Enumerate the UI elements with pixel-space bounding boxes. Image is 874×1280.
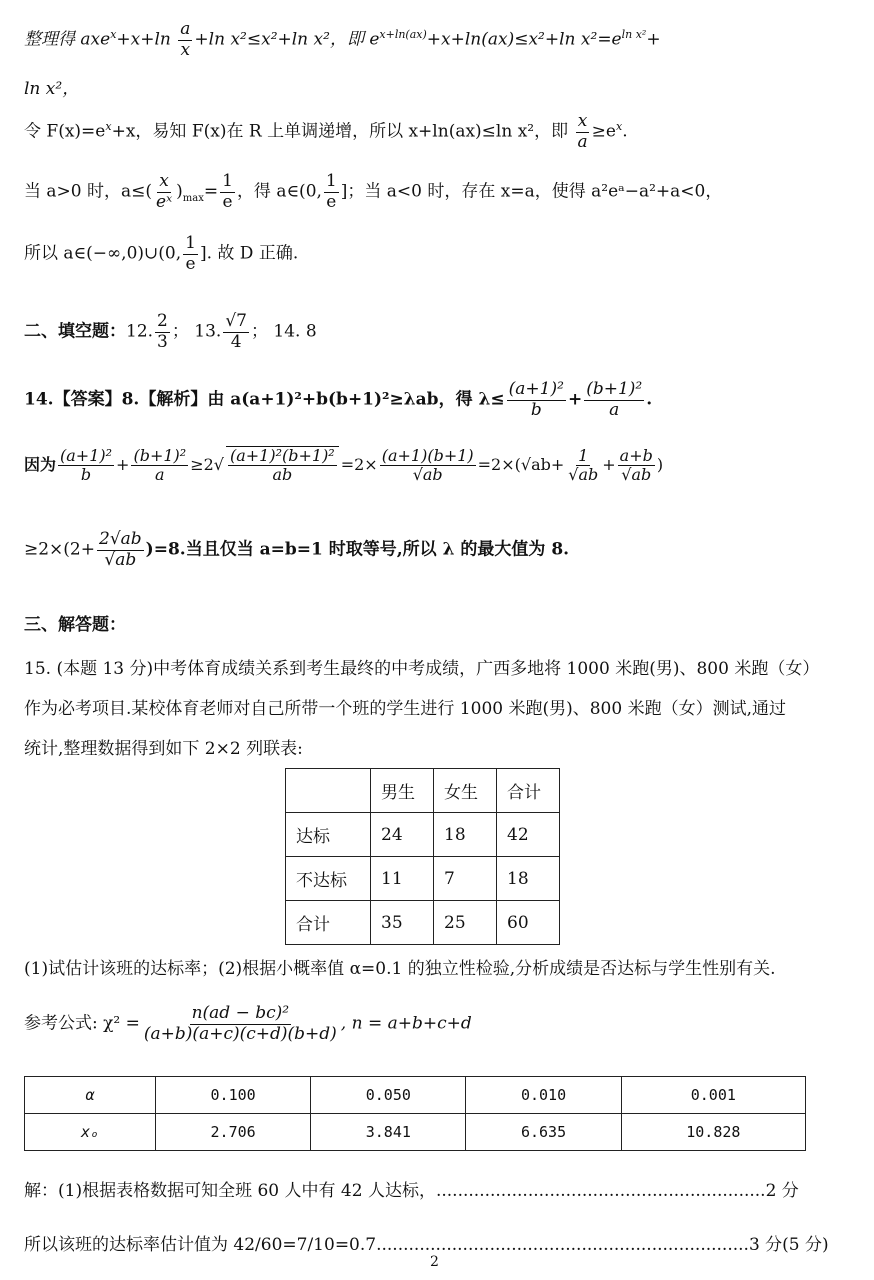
fraction: $\frac{\text{(a+1)²}}{b}$: [508, 379, 564, 420]
fraction: $\frac{1}{√ab}$: [568, 445, 599, 484]
solution-line-1: 解：(1)根据表格数据可知全班 60 人中有 42 人达标，.............................................................2 分: [24, 1181, 799, 1201]
fraction: $\frac{(a+1)(b+1)}{√ab}$: [381, 445, 474, 484]
fraction: $\frac{\text{(a+1)²(b+1)²}}{ab}$: [226, 446, 339, 485]
fraction: $\frac{a}{x}$: [180, 19, 191, 60]
fraction: $\frac{2}{3}$: [157, 311, 168, 352]
solution-line-2: 所以该班的达标率估计值为 42/60=7/10=0.7.....................................................................3 分(5 分): [24, 1235, 829, 1255]
derivation-line-5: 所以 a∈(−∞,0)∪(0, $\frac{1}{e}$ ]. 故 D 正确.: [24, 233, 299, 274]
q15-text-2: 作为必考项目.某校体育老师对自己所带一个班的学生进行 1000 米跑(男)、800 米跑（女）测试,通过: [24, 699, 786, 719]
page-number: 2: [430, 1254, 439, 1270]
q14-conclusion: ≥2×(2+ $\frac{2√ab}{√ab}$ )=8.当且仅当 a=b=1 时取等号,所以 λ 的最大值为 8.: [24, 529, 570, 570]
table-row: α 0.100 0.050 0.010 0.001: [25, 1077, 806, 1114]
q15-text-1: 15. (本题 13 分)中考体育成绩关系到考生最终的中考成绩，广西多地将 1000 米跑(男)、800 米跑（女）: [24, 659, 820, 679]
fraction: $\frac{2√ab}{√ab}$: [99, 529, 142, 570]
sup-x: x: [110, 27, 117, 41]
reference-formula: 参考公式: χ² = $\frac{\text{n(ad − bc)²}}{(a+b)(a+c)(c+d)(b+d)}$ , n = a+b+c+d: [24, 1003, 472, 1044]
section-heading: 三、解答题：: [24, 615, 126, 635]
derivation-line-1: 整理得 axe$^x$+x+ln $\frac{a}{x}$ +ln x²≤x²+ln x²，即 $e^{x+ln(ax)}+x+\ln(ax)\le x^2+\ln$ $x^2=e^{ln x^2}+$: [24, 19, 661, 60]
fraction: $\frac{\text{(b+1)²}}{a}$: [586, 379, 643, 420]
fraction: $\frac{\text{(b+1)²}}{a}$: [133, 445, 187, 484]
fill-in-answers: 二、填空题：12. $\frac{2}{3}$ ； 13. $\frac{√7}{4}$ ； 14. 8: [24, 311, 317, 352]
fraction: $\frac{x}{a}$: [577, 111, 588, 152]
critical-value-table: [24, 1076, 806, 1151]
fraction: $\frac{1}{e}$: [222, 171, 233, 212]
sup-x: x: [615, 119, 623, 133]
fraction: $\frac{1}{e}$: [325, 171, 337, 212]
fraction: $\frac{1}{e}$: [185, 233, 196, 274]
derivation-line-4: 当 a>0 时，a≤( $\frac{x}{\text{eˣ}}$ )$_{max}=$ $\frac{1}{e}$ ，得 a∈(0, $\frac{1}{e}$ ]；当 a<0 时，存在 x=a，使得 a²eᵃ−a²+a<0，: [24, 171, 723, 212]
derivation-line-2: ln x²，: [24, 79, 80, 99]
contingency-table: [285, 768, 560, 945]
fraction: $\frac{\text{(a+1)²}}{b}$: [60, 445, 113, 484]
table-row: 达标 24 18 42: [286, 813, 560, 857]
q15-text-3: 统计,整理数据得到如下 2×2 列联表:: [24, 739, 303, 759]
sup-x: x: [105, 119, 112, 133]
table-row: 不达标 11 7 18: [286, 857, 560, 901]
derivation-line-3: 令 $F(x)=e^x+x$，易知 F(x)在 R 上单调递增，所以 x+ln(ax)≤ln x²，即 $\frac{x}{a}$ $\ge e^x$.: [24, 111, 628, 152]
fraction: $\frac{a+b}{√ab}$: [619, 445, 653, 484]
fraction: $\frac{√7}{4}$: [225, 311, 247, 352]
fraction: $\frac{x}{\text{eˣ}}$: [156, 171, 173, 212]
q14-answer-line: 14.【答案】8.【解析】由 a(a+1)²+b(b+1)²≥λab，得 λ≤ $\frac{\text{(a+1)²}}{b}$ + $\frac{\text{(b+1)²}}{a}$ .: [24, 379, 653, 420]
table-row: 合计 35 25 60: [286, 901, 560, 945]
q14-inequality-chain: 因为 $\frac{\text{(a+1)²}}{b}$ + $\frac{\text{(b+1)²}}{a}$ ≥2√ $\frac{\text{(a+1)²(b+1)²}}{ab}$ =2× $\frac{(a+1)(b+1)}{√ab}$ =2×(√ab+ $\frac{1}{√ab}$ + $\frac{a+b}{√ab}$ ): [24, 445, 664, 485]
table-row: xₒ 2.706 3.841 6.635 10.828: [25, 1114, 806, 1151]
q15-questions: (1)试估计该班的达标率；(2)根据小概率值 α=0.1 的独立性检验,分析成绩是否达标与学生性别有关.: [24, 959, 776, 979]
fraction: $\frac{\text{n(ad − bc)²}}{(a+b)(a+c)(c+d)(b+d)}$: [143, 1003, 337, 1044]
table-header-row: 男生 女生 合计: [286, 769, 560, 813]
